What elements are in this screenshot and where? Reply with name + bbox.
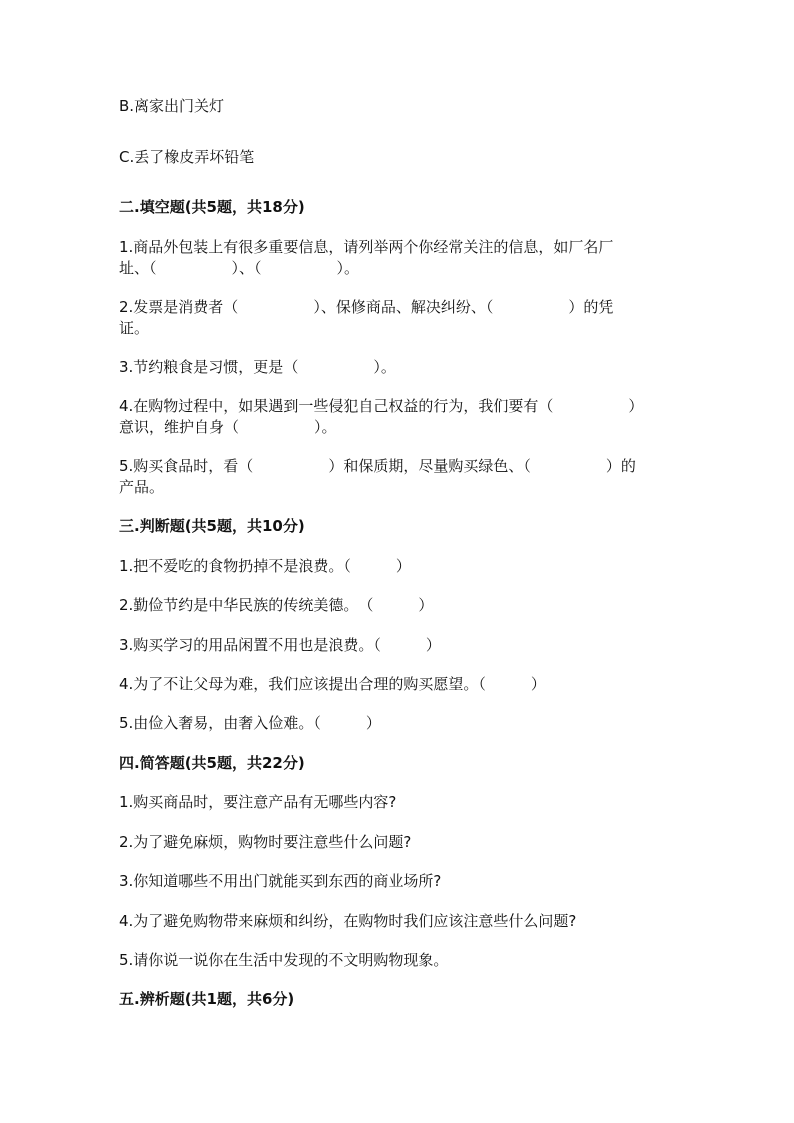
option-c: C.丢了橡皮弄坏铅笔: [119, 148, 255, 166]
judge-question-4: 4.为了不让父母为难，我们应该提出合理的购买愿望。（ ）: [119, 675, 546, 693]
short-question-5: 5.请你说一说你在生活中发现的不文明购物现象。: [119, 951, 449, 969]
fill-question-5-line-1: 5.购买食品时，看（ ）和保质期，尽量购买绿色、（ ）的: [119, 457, 636, 475]
judge-question-2: 2.勤俭节约是中华民族的传统美德。 （ ）: [119, 596, 434, 614]
fill-question-2-line-1: 2.发票是消费者（ ）、保修商品、解决纠纷、（ ）的凭: [119, 298, 614, 316]
fill-question-4-line-2: 意识，维护自身（ ）。: [119, 418, 337, 436]
section-heading-analysis: 五.辨析题(共1题，共6分): [119, 990, 295, 1008]
fill-question-1-line-2: 址、（ ）、（ ）。: [119, 259, 360, 277]
judge-question-3: 3.购买学习的用品闲置不用也是浪费。（ ）: [119, 636, 441, 654]
fill-question-4-line-1: 4.在购物过程中，如果遇到一些侵犯自己权益的行为，我们要有（ ）: [119, 397, 644, 415]
section-heading-short-answer: 四.简答题(共5题，共22分): [119, 754, 305, 772]
fill-question-1-line-1: 1.商品外包装上有很多重要信息，请列举两个你经常关注的信息，如厂名厂: [119, 238, 614, 256]
judge-question-1: 1.把不爱吃的食物扔掉不是浪费。（ ）: [119, 557, 411, 575]
fill-question-2-line-2: 证。: [119, 319, 150, 337]
short-question-3: 3.你知道哪些不用出门就能买到东西的商业场所?: [119, 872, 442, 890]
fill-question-3: 3.节约粮食是习惯，更是（ ）。: [119, 358, 396, 376]
section-heading-true-false: 三.判断题(共5题，共10分): [119, 517, 305, 535]
fill-question-5-line-2: 产品。: [119, 478, 165, 496]
short-question-4: 4.为了避免购物带来麻烦和纠纷，在购物时我们应该注意些什么问题?: [119, 912, 577, 930]
section-heading-fill-in: 二.填空题(共5题，共18分): [119, 198, 305, 216]
short-question-1: 1.购买商品时，要注意产品有无哪些内容?: [119, 793, 397, 811]
judge-question-5: 5.由俭入奢易，由奢入俭难。（ ）: [119, 714, 381, 732]
option-b: B.离家出门关灯: [119, 97, 225, 115]
short-question-2: 2.为了避免麻烦，购物时要注意些什么问题?: [119, 833, 412, 851]
